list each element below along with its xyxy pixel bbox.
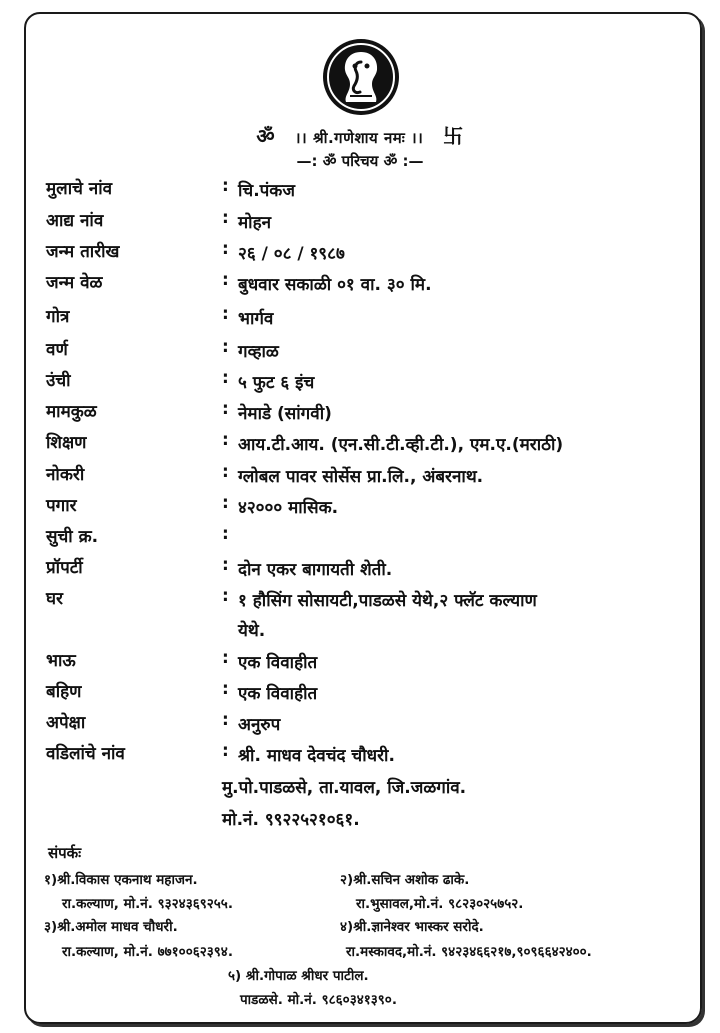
field-label: सुची क्र. <box>46 527 99 547</box>
field-value: नेमाडे (सांगवी) <box>238 404 332 424</box>
field-label: वडिलांचे नांव <box>46 744 125 764</box>
om-right-symbol: 卐 <box>443 124 464 148</box>
field-value: गव्हाळ <box>238 342 279 362</box>
colon: : <box>222 239 229 259</box>
field-label: मामकुळ <box>46 402 97 422</box>
colon: : <box>222 208 229 228</box>
contact-detail: रा.भुसावल,मो.नं. ९८२३०२५७५२. <box>356 896 524 912</box>
field-label: शिक्षण <box>46 433 87 453</box>
colon: : <box>222 337 229 357</box>
contact-name: १)श्री.विकास एकनाथ महाजन. <box>44 872 198 888</box>
contact-detail: रा.मस्कावद,मो.नं. ९४२३४६६२१७,९०९६६४२४००. <box>346 944 592 960</box>
colon: : <box>222 648 229 668</box>
field-value: दोन एकर बागायती शेती. <box>238 560 393 580</box>
colon: : <box>222 462 229 482</box>
contact-name: ३)श्री.अमोल माधव चौधरी. <box>44 919 178 935</box>
colon: : <box>222 176 229 196</box>
colon: : <box>222 368 229 388</box>
field-label: वर्ण <box>46 340 68 360</box>
colon: : <box>222 586 229 606</box>
colon: : <box>222 399 229 419</box>
contact-name: ५) श्री.गोपाळ श्रीधर पाटील. <box>228 968 369 984</box>
field-value: एक विवाहीत <box>238 684 318 704</box>
field-value: आय.टी.आय. (एन.सी.टी.व्ही.टी.), एम.ए.(मराठी) <box>238 435 564 455</box>
field-label: जन्म वेळ <box>46 273 103 293</box>
ganesha-logo-icon <box>320 36 402 118</box>
contact-detail: पाडळसे. मो.नं. ९८६०३४१३९०. <box>240 992 397 1008</box>
field-label: नोकरी <box>46 465 85 485</box>
colon: : <box>222 493 229 513</box>
field-label: भाऊ <box>46 651 76 671</box>
field-value: श्री. माधव देवचंद चौधरी. <box>238 746 395 766</box>
contact-name: ४)श्री.ज्ञानेश्वर भास्कर सरोदे. <box>340 919 484 935</box>
field-value: ४२००० मासिक. <box>238 498 339 518</box>
contact-name: २)श्री.सचिन अशोक ढाके. <box>340 872 470 888</box>
colon: : <box>222 524 229 544</box>
field-value <box>238 586 698 646</box>
field-label: आद्य नांव <box>46 211 104 231</box>
field-label: मुलाचे नांव <box>46 179 113 199</box>
field-label: अपेक्षा <box>46 713 86 733</box>
field-value: बुधवार सकाळी ०१ वा. ३० मि. <box>238 275 432 295</box>
house-line-2: येथे. <box>238 621 266 641</box>
field-value: चि.पंकज <box>238 181 295 201</box>
contact-detail: रा.कल्याण, मो.नं. ९३२४३६९२५५. <box>62 896 233 912</box>
field-label: घर <box>46 589 63 609</box>
om-left-symbol: ॐ <box>256 124 276 148</box>
field-value: २६ / ०८ / १९८७ <box>238 244 345 264</box>
colon: : <box>222 430 229 450</box>
section-title: —: ॐ परिचय ॐ :— <box>296 152 424 170</box>
field-value: मोहन <box>238 213 272 233</box>
colon: : <box>222 555 229 575</box>
colon: : <box>222 270 229 290</box>
house-line-1: १ हौसिंग सोसायटी,पाडळसे येथे,२ फ्लॅट कल्याण <box>238 591 537 611</box>
invocation-text: ।। श्री.गणेशाय नमः ।। <box>294 129 424 147</box>
field-value: ग्लोबल पावर सोर्सेस प्रा.लि., अंबरनाथ. <box>238 467 484 487</box>
father-address-line-1: मु.पो.पाडळसे, ता.यावल, जि.जळगांव. <box>222 778 467 798</box>
field-value: भार्गव <box>238 309 274 329</box>
invocation-line <box>0 120 720 149</box>
field-label: उंची <box>46 371 71 391</box>
contacts-title: संपर्कः <box>48 844 82 862</box>
colon: : <box>222 304 229 324</box>
field-value: अनुरुप <box>238 715 281 735</box>
field-value: एक विवाहीत <box>238 653 318 673</box>
colon: : <box>222 741 229 761</box>
colon: : <box>222 679 229 699</box>
field-label: बहिण <box>46 682 82 702</box>
father-address-line-2: मो.नं. ९९२२५२१०६१. <box>222 810 360 830</box>
contact-detail: रा.कल्याण, मो.नं. ७७१००६२३९४. <box>62 944 233 960</box>
field-label: पगार <box>46 496 77 516</box>
field-label: जन्म तारीख <box>46 242 120 262</box>
field-label: प्रॉपर्टी <box>46 558 83 578</box>
field-label: गोत्र <box>46 307 70 327</box>
field-value: ५ फुट ६ इंच <box>238 373 315 393</box>
colon: : <box>222 710 229 730</box>
